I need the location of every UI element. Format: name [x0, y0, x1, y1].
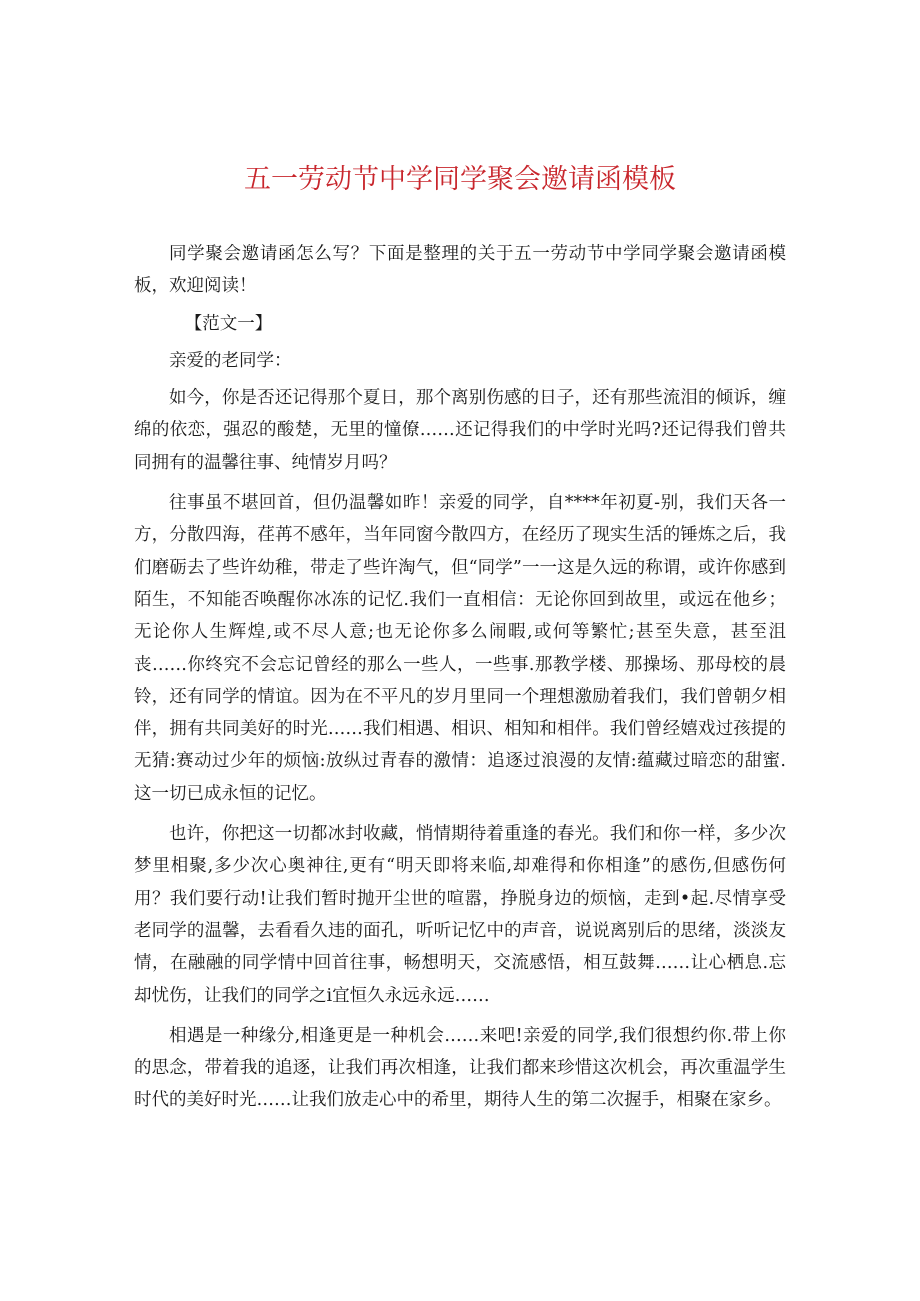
section-heading: 【范文一】: [184, 313, 273, 334]
salutation: 亲爱的老同学：: [169, 350, 292, 371]
body-paragraph-2: 往事虽不堪回首，但仍温馨如昨！亲爱的同学，自****年初夏-别，我们天各一方，分散四海，荏苒不感年，当年同窗今散四方，在经历了现实生活的锤炼之后，我们磨砺去了些许幼稚，带走了些许淘气，但“同学”一一这是久远的称谓，或许你感到陌生，不知能否唤醒你冰冻的记忆.我们一直相信：无论你回到故里，或远在他乡；无论你人生辉煌,或不尽人意;也无论你多么闹暇,或何等繁忙;甚至失意，甚至沮丧……你终究不会忘记曾经的那么一些人，一些事.那教学楼、那操场、那母校的晨铃，还有同学的情谊。因为在不平凡的岁月里同一个理想激励着我们，我们曾朝夕相伴，拥有共同美好的时光……我们相遇、相识、相知和相伴。我们曾经嬉戏过孩提的无猜:赛动过少年的烦恼:放纵过青春的激情：追逐过浪漫的友情:蕴藏过暗恋的甜蜜.这一切已成永恒的记忆。: [134, 493, 786, 804]
document-title: 五一劳动节中学同学聚会邀请函模板: [244, 164, 676, 195]
document-body: [134, 238, 786, 1117]
body-paragraph-3: 也许，你把这一切都冰封收藏，悄情期待着重逢的春光。我们和你一样，多少次梦里相聚,多少次心奥神往,更有“明天即将来临,却难得和你相逢”的感伤,但感伤何用？我们要行动!让我们暂时抛开尘世的喧嚣，挣脱身边的烦恼，走到•起.尽情享受老同学的温馨，去看看久违的面孔，听听记忆中的声音，说说离别后的思绪，淡淡友情，在融融的同学情中回首往事，畅想明天，交流感悟，相互鼓舞……让心栖息.忘却忧伤，让我们的同学之i宜恒久永远永远……: [134, 824, 786, 1006]
body-paragraph-1: 如今，你是否还记得那个夏日，那个离别伤感的日子，还有那些流泪的倾诉，缠绵的依恋，强忍的酸楚，无里的憧僚……还记得我们的中学时光吗?还记得我们曾共同拥有的温馨往事、纯情岁月吗？: [134, 388, 786, 473]
intro-paragraph: 同学聚会邀请函怎么写？下面是整理的关于五一劳动节中学同学聚会邀请函模板，欢迎阅读！: [134, 244, 786, 297]
body-paragraph-4: 相遇是一种缘分,相逢更是一种机会……来吧!亲爱的同学,我们很想约你.带上你的思念，带着我的追逐，让我们再次相逢，让我们都来珍惜这次机会，再次重温学生时代的美好时光……让我们放走心中的希里，期待人生的第二次握手，相聚在家乡。: [134, 1025, 786, 1111]
